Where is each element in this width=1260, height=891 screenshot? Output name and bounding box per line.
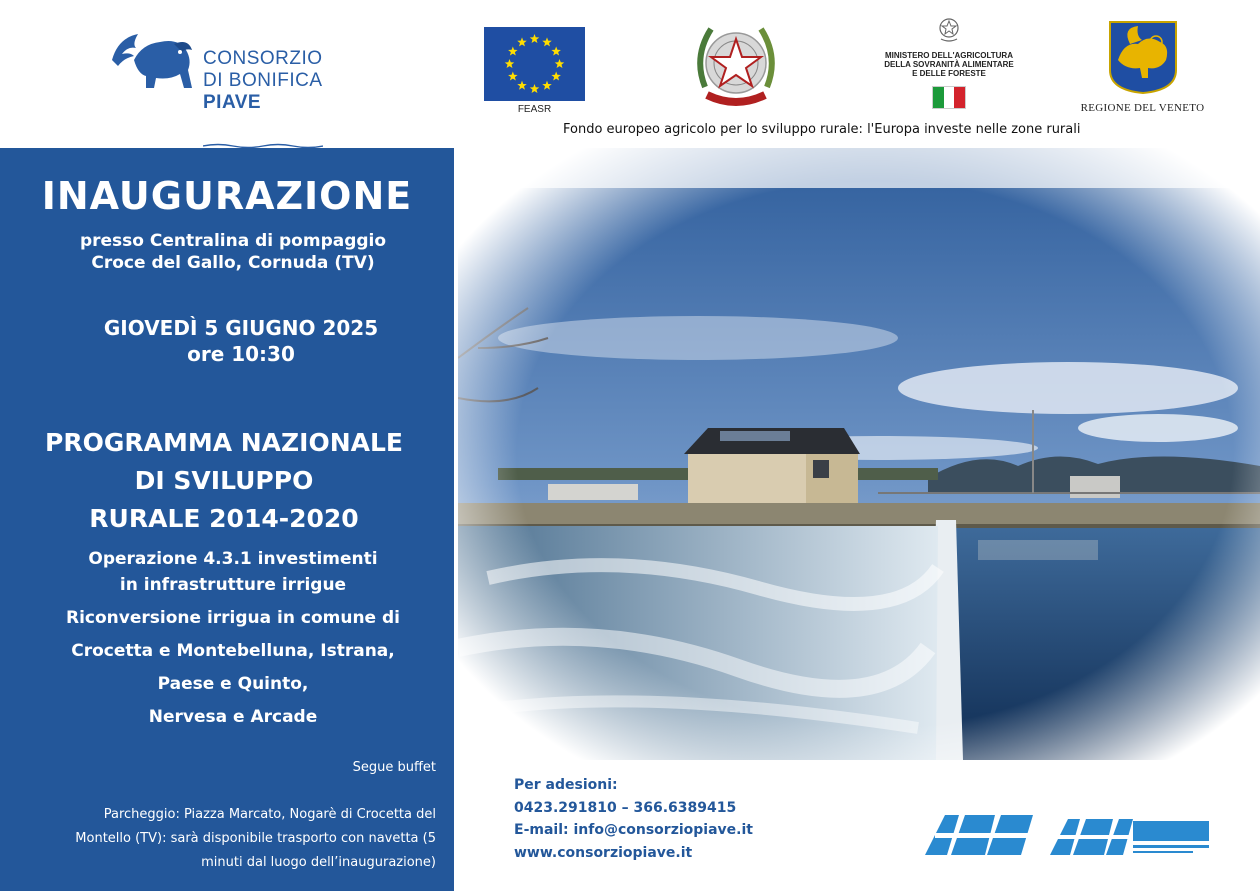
programma-line2: DI SVILUPPO <box>134 466 314 495</box>
riconversione-line1: Riconversione irrigua in comune di <box>66 608 400 628</box>
regione-veneto-logo <box>1080 20 1205 114</box>
eu-star-icon <box>517 37 527 46</box>
eu-star-icon <box>508 72 518 81</box>
contact-block <box>514 774 753 864</box>
eu-star-icon <box>505 59 515 68</box>
pumping-station-photo <box>458 148 1260 760</box>
phone-numbers[interactable]: 0423.291810 – 366.6389415 <box>514 799 737 816</box>
eu-star-icon <box>542 37 552 46</box>
programma-heading <box>0 424 451 538</box>
fondo-caption: Fondo europeo agricolo per lo sviluppo rurale: l'Europa investe nelle zone rurali <box>563 122 1081 137</box>
eu-star-icon <box>555 59 565 68</box>
ministero-line3: E DELLE FORESTE <box>912 69 986 78</box>
event-location-line1: presso Centralina di pompaggio <box>79 231 387 251</box>
anbi-logos <box>925 815 1210 863</box>
regione-label: REGIONE DEL VENETO <box>1080 102 1205 114</box>
event-title: INAUGURAZIONE <box>41 174 413 218</box>
lion-of-saint-mark-icon <box>1108 20 1178 94</box>
ministero-line1: MINISTERO DELL'AGRICOLTURA <box>885 51 1013 60</box>
event-datetime <box>14 315 468 367</box>
italian-republic-emblem-icon <box>693 17 779 113</box>
event-date: GIOVEDÌ 5 GIUGNO 2025 <box>103 316 379 340</box>
eu-caption: FEASR <box>517 104 552 115</box>
buffet-note: Segue buffet <box>352 760 436 775</box>
consorzio-logo-line1: CONSORZIO <box>203 48 323 69</box>
eu-star-icon <box>551 72 561 81</box>
ministero-logo <box>866 15 1032 109</box>
event-info-panel <box>0 148 454 891</box>
event-location-line2: Croce del Gallo, Cornuda (TV) <box>91 253 375 273</box>
operazione-text <box>6 546 460 598</box>
parking-line3: minuti dal luogo dell’inaugurazione) <box>201 855 436 870</box>
programma-line3: RURALE 2014-2020 <box>89 504 359 533</box>
riconversione-line4: Nervesa e Arcade <box>148 707 318 727</box>
anbi-veneto-logo-icon <box>1050 819 1209 855</box>
riconversione-text <box>6 602 460 734</box>
operazione-line1: Operazione 4.3.1 investimenti <box>88 549 378 569</box>
riconversione-line3: Paese e Quinto, <box>157 674 309 694</box>
email-link[interactable]: E-mail: info@consorziopiave.it <box>514 822 753 838</box>
winged-lion-icon <box>108 30 198 94</box>
operazione-line2: in infrastrutture irrigue <box>119 575 347 595</box>
programma-line1: PROGRAMMA NAZIONALE <box>45 428 403 457</box>
website-link[interactable]: www.consorziopiave.it <box>514 844 693 861</box>
eu-star-icon <box>517 81 527 90</box>
adesioni-label: Per adesioni: <box>514 777 618 793</box>
consorzio-logo-line2: DI BONIFICA <box>203 70 323 91</box>
ministero-line2: DELLA SOVRANITÀ ALIMENTARE <box>884 60 1014 69</box>
parking-line1: Parcheggio: Piazza Marcato, Nogarè di Crocetta del <box>103 807 436 822</box>
anbi-logo-icon <box>925 815 1035 855</box>
eu-flag-icon <box>484 27 585 101</box>
event-location <box>6 230 460 274</box>
parking-note <box>16 803 436 875</box>
eu-star-icon <box>508 47 518 56</box>
eu-star-icon <box>542 81 552 90</box>
consorzio-logo <box>108 30 328 130</box>
event-time: ore 10:30 <box>187 342 295 366</box>
parking-line2: Montello (TV): sarà disponibile trasporto con navetta (5 <box>75 831 436 846</box>
consorzio-logo-line3: PIAVE <box>203 92 262 113</box>
eu-star-icon <box>530 34 540 43</box>
italian-flag-icon <box>932 86 966 109</box>
riconversione-line2: Crocetta e Montebelluna, Istrana, <box>71 641 395 661</box>
eu-star-icon <box>551 47 561 56</box>
ministero-emblem-icon <box>938 15 960 43</box>
eu-star-icon <box>530 84 540 93</box>
